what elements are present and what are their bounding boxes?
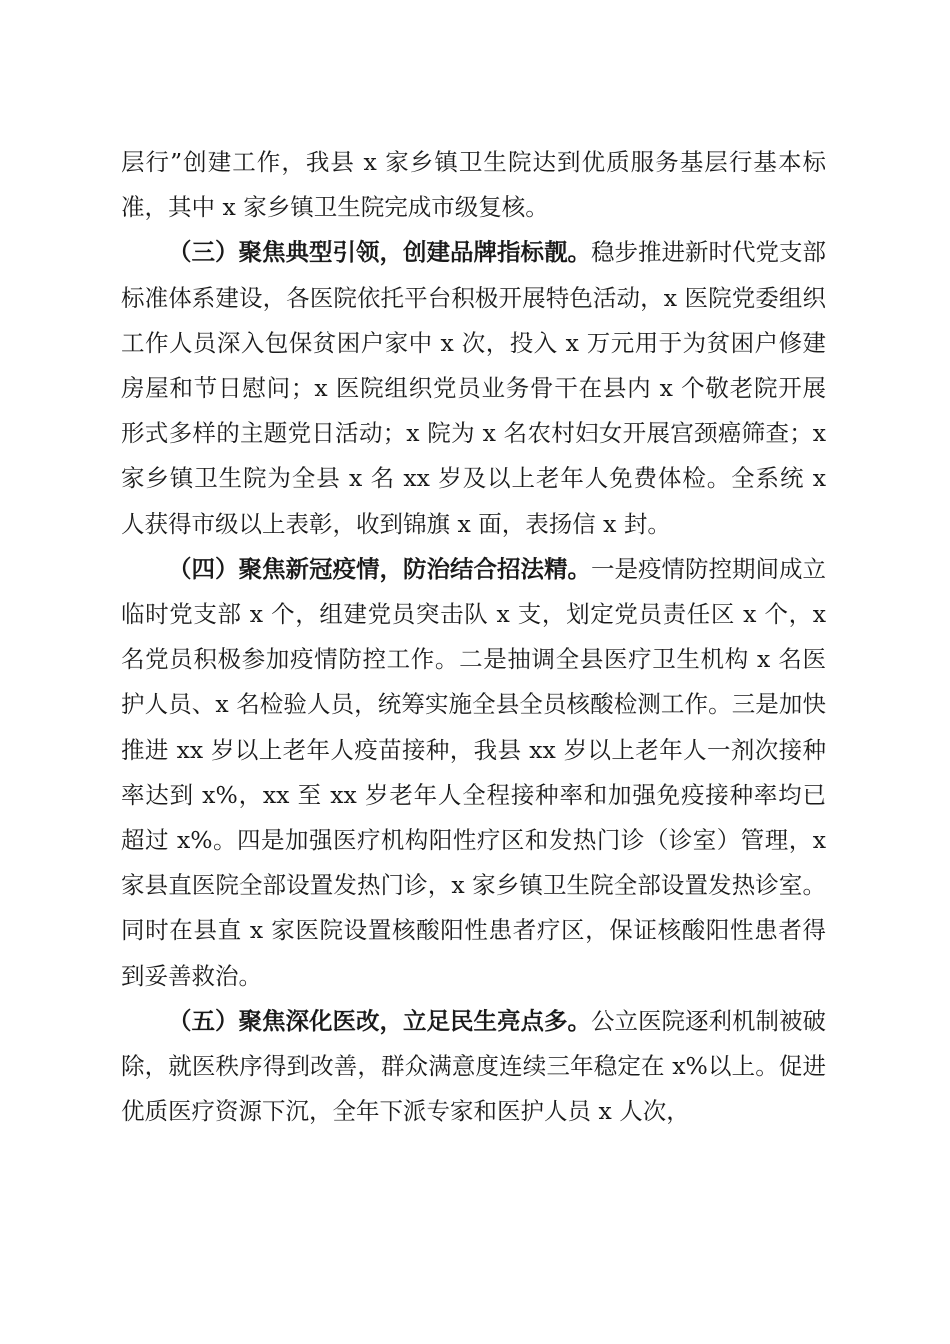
paragraph-continuation bbox=[121, 140, 826, 230]
paragraph-body: 稳步推进新时代党支部标准体系建设，各医院依托平台积极开展特色活动，x 医院党委组织工作人员深入包保贫困户家中 x 次，投入 x 万元用于为贫困户修建房屋和节日慰问；x 医院组织党员业务骨干在县内 x 个敬老院开展形式多样的主题党日活动；x 院为 x 名农村妇女开展宫颈癌筛查；x 家乡镇卫生院为全县 x 名 xx 岁及以上老年人免费体检。全系统 x 人获得市级以上表彰，收到锦旗 x 面，表扬信 x 封。 bbox=[121, 238, 826, 538]
section-heading: （四）聚焦新冠疫情，防治结合招法精。 bbox=[168, 554, 591, 583]
section-heading: （三）聚焦典型引领，创建品牌指标靓。 bbox=[168, 238, 591, 267]
paragraph-body: 层行”创建工作，我县 x 家乡镇卫生院达到优质服务基层行基本标准，其中 x 家乡镇卫生院完成市级复核。 bbox=[121, 148, 826, 222]
section-heading: （五）聚焦深化医改，立足民生亮点多。 bbox=[168, 1006, 591, 1035]
document-body bbox=[121, 140, 826, 1134]
paragraph-body: 公立医院逐利机制被破除，就医秩序得到改善，群众满意度连续三年稳定在 x%以上。促进优质医疗资源下沉，全年下派专家和医护人员 x 人次， bbox=[121, 1006, 826, 1126]
paragraph-body: 一是疫情防控期间成立临时党支部 x 个，组建党员突击队 x 支，划定党员责任区 x 个，x 名党员积极参加疫情防控工作。二是抽调全县医疗卫生机构 x 名医护人员、x 名检验人员，统筹实施全县全员核酸检测工作。三是加快推进 xx 岁以上老年人疫苗接种，我县 xx 岁以上老年人一剂次接种率达到 x%，xx 至 xx 岁老年人全程接种率和加强免疫接种率均已超过 x%。四是加强医疗机构阳性疗区和发热门诊（诊室）管理，x 家县直医院全部设置发热门诊，x 家乡镇卫生院全部设置发热诊室。同时在县直 x 家医院设置核酸阳性患者疗区，保证核酸阳性患者得到妥善救治。 bbox=[121, 554, 826, 990]
paragraph-section-4 bbox=[121, 547, 826, 999]
paragraph-section-5 bbox=[121, 999, 826, 1135]
paragraph-section-3 bbox=[121, 230, 826, 546]
